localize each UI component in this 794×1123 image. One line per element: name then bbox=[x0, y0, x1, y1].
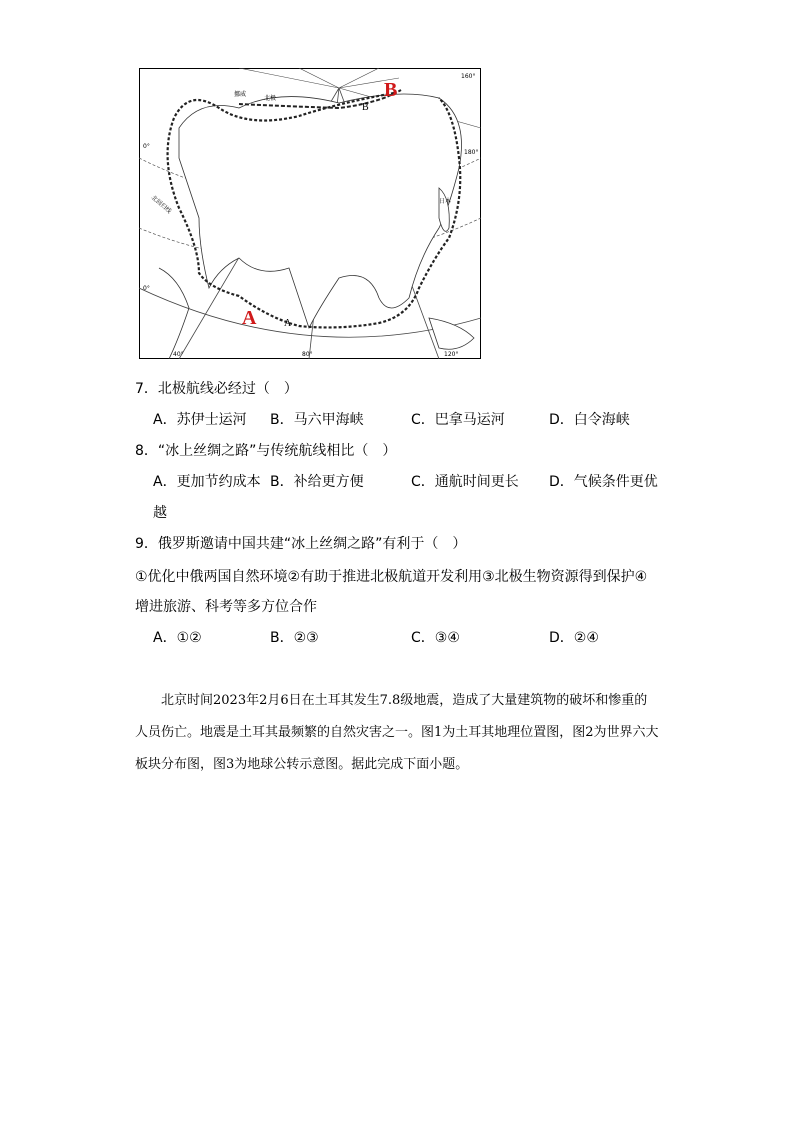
q8-option-a[interactable]: A．更加节约成本 bbox=[153, 474, 261, 490]
q9-option-d[interactable]: D．②④ bbox=[549, 630, 599, 646]
q9-statements-line1: ①优化中俄两国自然环境②有助于推进北极航道开发利用③北极生物资源得到保护④ bbox=[135, 569, 648, 585]
q9-option-c[interactable]: C．③④ bbox=[411, 630, 460, 646]
label-japan: 日本 bbox=[439, 198, 452, 205]
q9-option-a[interactable]: A．①② bbox=[153, 630, 202, 646]
label-b-small: B bbox=[362, 102, 369, 113]
label-lon-0: 0° bbox=[143, 143, 150, 150]
q8-option-d[interactable]: D．气候条件更优 bbox=[549, 474, 658, 490]
map-svg bbox=[139, 68, 481, 359]
q8-option-c[interactable]: C．通航时间更长 bbox=[411, 474, 519, 490]
label-norway: 挪威 bbox=[234, 91, 247, 98]
q7-option-b[interactable]: B．马六甲海峡 bbox=[270, 412, 364, 428]
q8-option-b[interactable]: B．补给更方便 bbox=[270, 474, 364, 490]
route-map bbox=[139, 68, 481, 359]
q7-option-d[interactable]: D．白令海峡 bbox=[549, 412, 630, 428]
q8-option-d-wrap: 越 bbox=[153, 505, 167, 521]
q8-stem: 8．“冰上丝绸之路”与传统航线相比（ ） bbox=[135, 443, 397, 459]
label-lat-0: 0° bbox=[143, 285, 150, 292]
label-b-large: B bbox=[384, 79, 398, 101]
label-lon-80: 80° bbox=[302, 351, 313, 358]
label-lon-120: 120° bbox=[444, 351, 459, 358]
q7-option-c[interactable]: C．巴拿马运河 bbox=[411, 412, 505, 428]
label-lon-160: 160° bbox=[461, 73, 476, 80]
q9-option-b[interactable]: B．②③ bbox=[270, 630, 319, 646]
q9-statements-line2: 增进旅游、科考等多方位合作 bbox=[135, 599, 317, 615]
label-lon-40: 40° bbox=[173, 351, 184, 358]
label-tropic: 北回归线 bbox=[149, 194, 173, 215]
q7-option-a[interactable]: A．苏伊士运河 bbox=[153, 412, 247, 428]
label-lon-180: 180° bbox=[464, 149, 479, 156]
earthquake-passage: 北京时间2023年2月6日在土耳其发生7.8级地震，造成了大量建筑物的破坏和惨重的人员伤亡。地震是土耳其最频繁的自然灾害之一。图1为土耳其地理位置图，图2为世界六大板块分布图，图3为地球公转示意图。据此完成下面小题。 bbox=[135, 693, 659, 772]
label-a-small: A bbox=[284, 318, 292, 329]
label-a-large: A bbox=[242, 307, 257, 329]
label-arctic: 北极 bbox=[264, 95, 277, 102]
q9-stem: 9．俄罗斯邀请中国共建“冰上丝绸之路”有利于（ ） bbox=[135, 536, 467, 552]
q7-stem: 7．北极航线必经过（ ） bbox=[135, 381, 298, 397]
